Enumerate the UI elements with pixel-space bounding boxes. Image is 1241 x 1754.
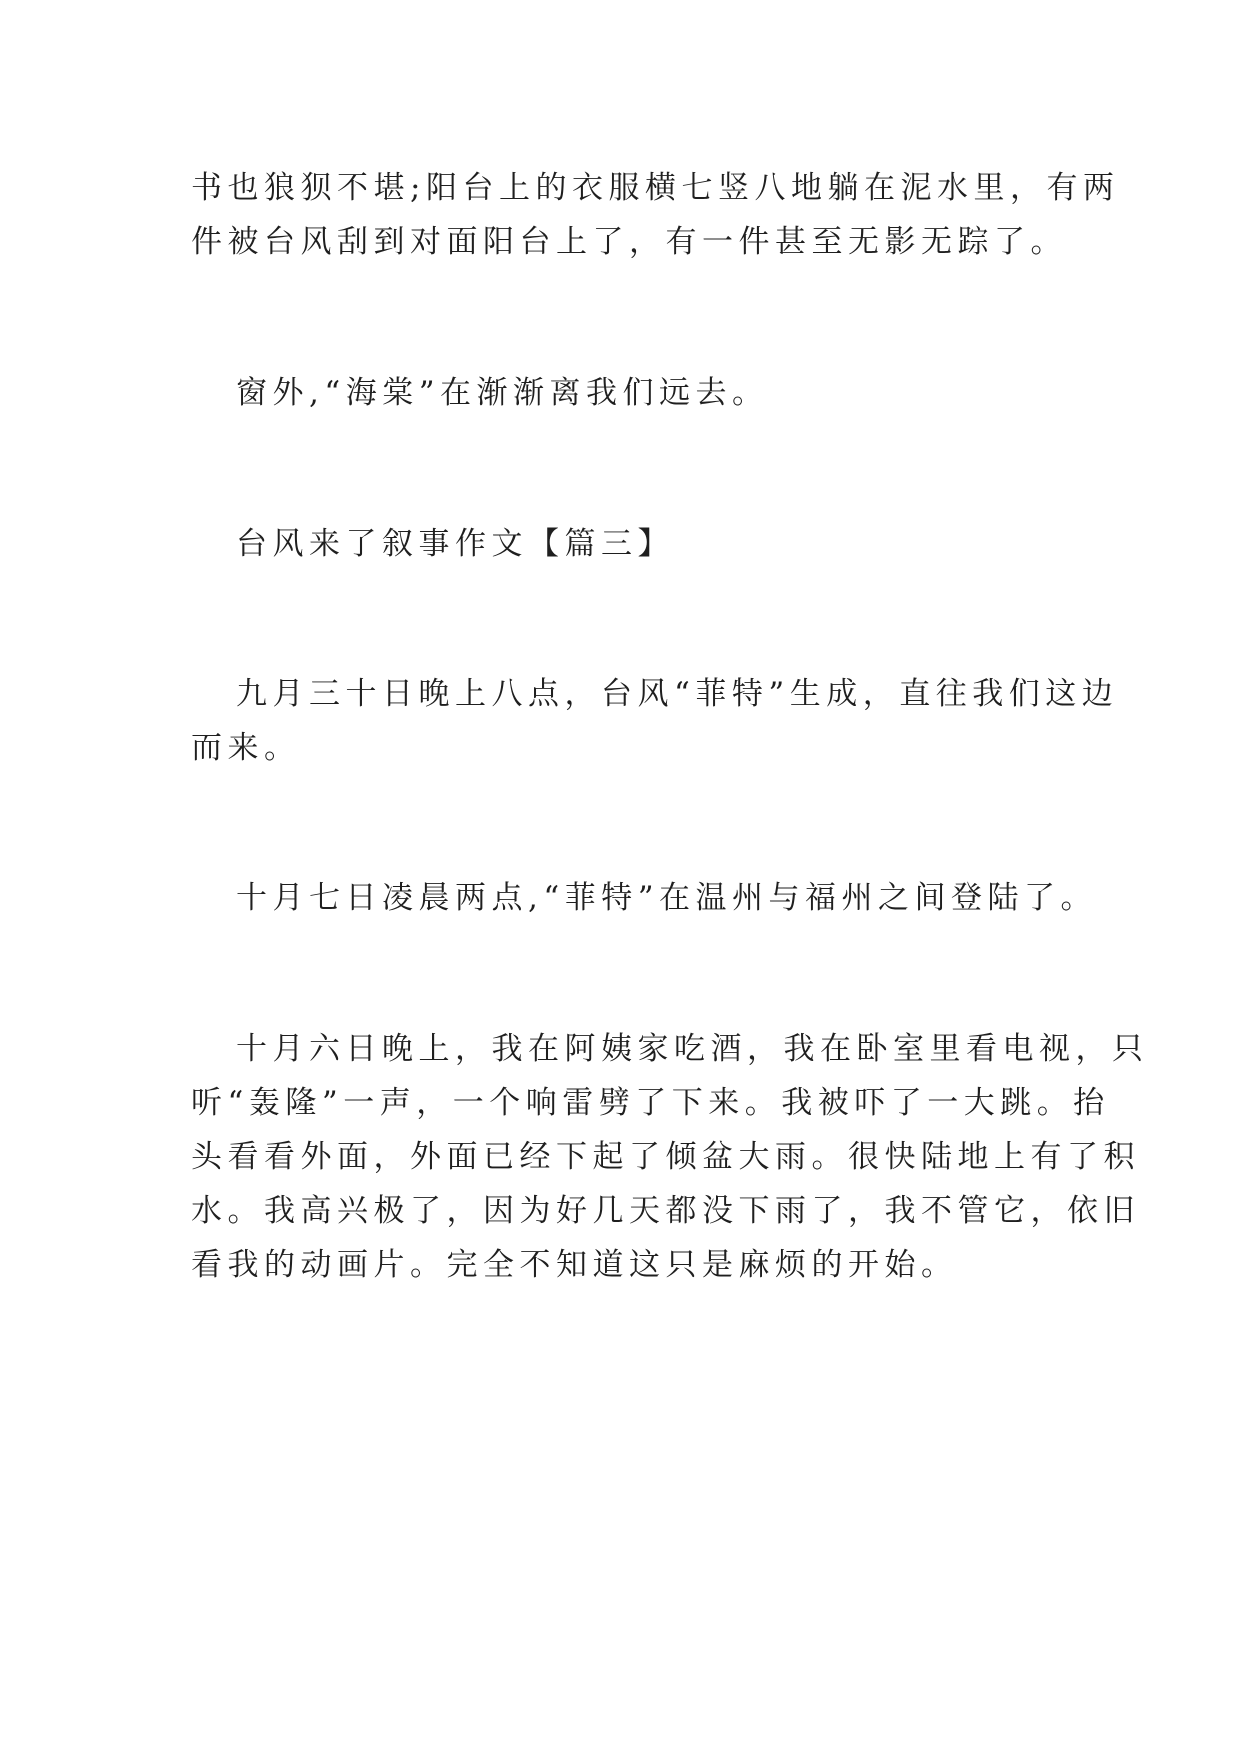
paragraph-line: 头看看外面，外面已经下起了倾盆大雨。很快陆地上有了积 [191, 1139, 1140, 1175]
paragraph-line: 看我的动画片。完全不知道这只是麻烦的开始。 [191, 1247, 958, 1283]
paragraph-line: 水。我高兴极了，因为好几天都没下雨了，我不管它，依旧 [191, 1193, 1140, 1229]
paragraph-line: 听“轰隆”一声，一个响雷劈了下来。我被吓了一大跳。抬 [191, 1085, 1110, 1121]
paragraph-line: 件被台风刮到对面阳台上了，有一件甚至无影无踪了。 [191, 224, 1067, 260]
section-heading: 台风来了叙事作文【篇三】 [236, 526, 674, 562]
paragraph-line: 窗外,“海棠”在渐渐离我们远去。 [236, 375, 769, 411]
paragraph-line: 十月六日晚上，我在阿姨家吃酒，我在卧室里看电视，只 [236, 1031, 1149, 1067]
paragraph-line: 而来。 [191, 730, 301, 766]
paragraph-line: 九月三十日晚上八点，台风“菲特”生成，直往我们这边 [236, 676, 1119, 712]
paragraph-line: 十月七日凌晨两点,“菲特”在温州与福州之间登陆了。 [236, 880, 1098, 916]
paragraph-line: 书也狼狈不堪;阳台上的衣服横七竖八地躺在泥水里，有两 [191, 170, 1120, 206]
